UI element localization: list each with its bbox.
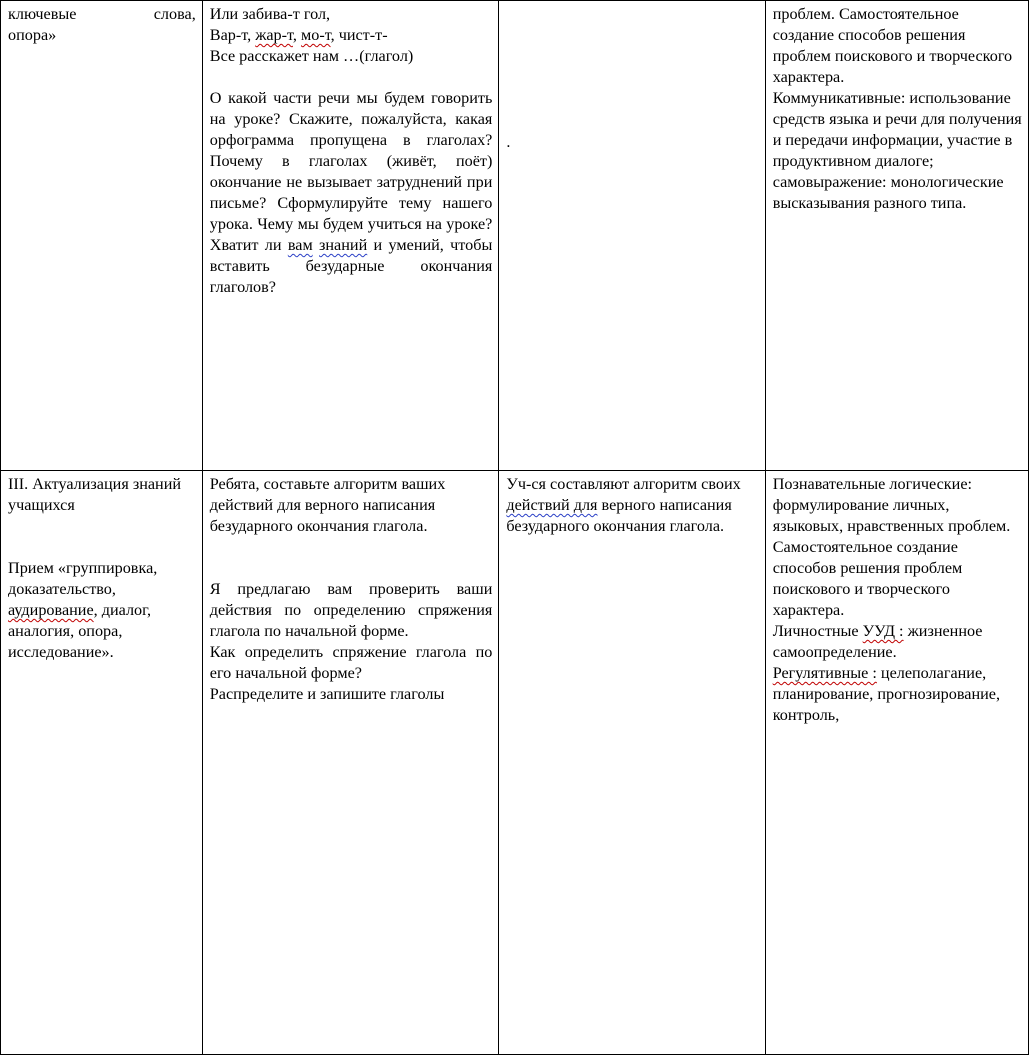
skills-part: Личностные xyxy=(772,622,863,640)
riddle-line: Все расскажет нам …(глагол) xyxy=(209,47,414,65)
riddle-text: , чист-т- xyxy=(330,26,388,44)
table-cell-stage xyxy=(1,471,203,1055)
blank-line xyxy=(210,537,493,579)
teacher-question xyxy=(210,88,493,298)
blank-line xyxy=(8,516,196,558)
method-text xyxy=(8,558,196,663)
question-text: и умений, чтобы вставить безударные окончания глаголов? xyxy=(209,236,493,296)
skills-part: целеполагание, планирование, прогнозирование, контроль, xyxy=(772,664,1001,724)
riddle-text: Вар-т, xyxy=(209,26,256,44)
method-part: Прием «группировка, доказательство, xyxy=(8,559,158,598)
teacher-text: Как определить спряжение глагола по его начальной форме? xyxy=(209,643,493,682)
question-text: О какой части речи мы будем говорить на уроке? Скажите, пожалуйста, какая орфограмма пропущена в глаголах? Почему в глаголах (живёт, поёт) окончание не вызывает затруднений при письме? Сформулируйте тему нашего урока. Чему мы будем учиться на уроке? Хватит ли xyxy=(209,89,493,254)
teacher-text: Я предлагаю вам проверить ваши действия по определению спряжения глагола по начальной форме. xyxy=(209,580,493,640)
skills-text: Коммуникативные: использование средств языка и речи для получения и передачи информации, участие в продуктивном диалоге; самовыражение: монологические высказывания разного типа. xyxy=(772,89,1022,212)
spellcheck-word: жар-т xyxy=(255,26,293,44)
table-cell-stage xyxy=(1,1,203,471)
cell-text: ключевые xyxy=(8,5,77,23)
skills-text: проблем. Самостоятельное создание способов решения проблем поискового и творческого характера. xyxy=(772,5,1013,86)
cell-line: опора» xyxy=(8,26,57,44)
skills-part: жизненное самоопределение. xyxy=(772,622,983,661)
table-cell-skills xyxy=(765,1,1028,471)
table-row xyxy=(1,471,1029,1055)
table-cell-teacher xyxy=(202,1,499,471)
grammar-check-word: действий для xyxy=(506,496,598,514)
spellcheck-word: аудирование xyxy=(8,601,94,619)
riddle-line: Или забива-т гол, xyxy=(209,5,331,23)
grammar-check-word: вам xyxy=(287,236,313,254)
skills-text xyxy=(773,663,1022,726)
spellcheck-word: УУД : xyxy=(862,622,904,640)
grammar-check-word: знаний xyxy=(319,236,368,254)
cell-text: . xyxy=(506,133,511,151)
table-cell-students xyxy=(499,471,765,1055)
table-cell-teacher xyxy=(202,471,499,1055)
table-cell-students xyxy=(499,1,765,471)
method-part: , диалог, аналогия, опора, исследование». xyxy=(8,601,152,661)
teacher-text: Ребята, составьте алгоритм ваших действий для верного написания безударного окончания глагола. xyxy=(209,475,446,535)
spellcheck-word: Регулятивные : xyxy=(772,664,877,682)
riddle-text: , xyxy=(292,26,301,44)
skills-text: Познавательные логические: формулирование личных, языковых, нравственных проблем. Самостоятельное создание способов решения проблем поискового и творческого характера. xyxy=(772,475,1011,619)
skills-text xyxy=(773,621,1022,663)
cell-line xyxy=(8,4,196,25)
student-part: Уч-ся составляют алгоритм своих xyxy=(506,475,741,493)
teacher-text: Распределите и запишите глаголы xyxy=(209,685,445,703)
student-part: верного написания безударного окончания глагола. xyxy=(506,496,732,535)
riddle-line xyxy=(210,25,493,46)
table-row xyxy=(1,1,1029,471)
cell-text: слова, xyxy=(153,5,196,23)
spellcheck-word: мо-т xyxy=(301,26,331,44)
table-cell-skills xyxy=(765,471,1028,1055)
blank-line xyxy=(210,67,493,88)
student-text xyxy=(506,474,758,537)
stage-title: III. Актуализация знаний учащихся xyxy=(8,475,182,514)
